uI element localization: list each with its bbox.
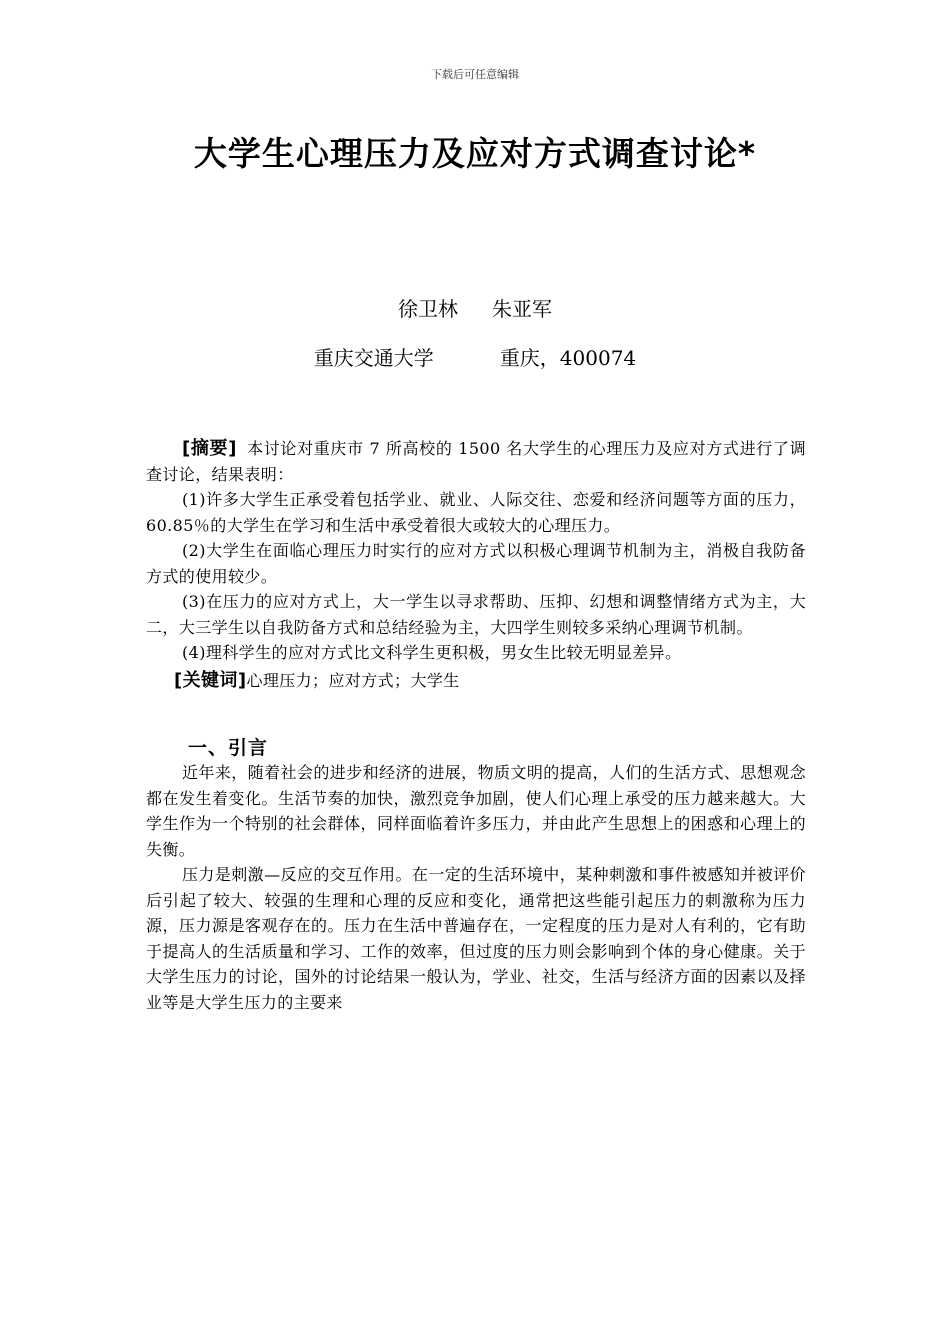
location: 重庆，400074 [499,346,637,370]
abstract-point: (1)许多大学生正承受着包括学业、就业、人际交往、恋爱和经济问题等方面的压力，60.85％的大学生在学习和生活中承受着很大或较大的心理压力。 [146,490,806,535]
keywords-text: 心理压力；应对方式；大学生 [246,670,460,690]
abstract-label: [摘要] [182,438,237,459]
keywords-label: [关键词] [174,669,247,691]
abstract-point: (2)大学生在面临心理压力时实行的应对方式以积极心理调节机制为主，消极自我防备方式的使用较少。 [146,541,806,586]
paragraph: 压力是刺激—反应的交互作用。在一定的生活环境中，某种刺激和事件被感知并被评价后引起了较大、较强的生理和心理的反应和变化，通常把这些能引起压力的刺激称为压力源，压力源是客观存在的。压力在生活中普遍存在，一定程度的压力是对人有利的，它有助于提高人的生活质量和学习、工作的效率，但过度的压力则会影响到个体的身心健康。关于大学生压力的讨论，国外的讨论结果一般认为，学业、社交，生活与经济方面的因素以及择业等是大学生压力的主要来 [146,865,806,1012]
section-heading: 一、引言 [188,737,269,759]
abstract-point: (4)理科学生的应对方式比文科学生更积极，男女生比较无明显差异。 [182,643,682,662]
abstract-point: (3)在压力的应对方式上，大一学生以寻求帮助、压抑、幻想和调整情绪方式为主，大二，大三学生以自我防备方式和总结经验为主，大四学生则较多采纳心理调节机制。 [146,592,806,637]
section-body [146,760,806,1015]
keywords [146,668,806,694]
paragraph: 近年来，随着社会的进步和经济的进展，物质文明的提高，人们的生活方式、思想观念都在发生着变化。生活节奏的加快，激烈竞争加剧，使人们心理上承受的压力越来越大。大学生作为一个特别的社会群体，同样面临着许多压力，并由此产生思想上的困惑和心理上的失衡。 [146,763,806,859]
abstract-intro-text: 本讨论对重庆市 7 所高校的 1500 名大学生的心理压力及应对方式进行了调查讨论，结果表明： [146,439,806,484]
abstract [146,436,806,693]
institution: 重庆交通大学 [313,346,434,370]
affiliation [0,342,950,371]
authors [0,293,950,322]
abstract-intro [146,436,806,487]
author-name: 朱亚军 [492,297,552,321]
author-name: 徐卫林 [398,297,458,321]
page-title: 大学生心理压力及应对方式调查讨论* [193,134,757,173]
header-note: 下载后可任意编辑 [431,68,519,81]
